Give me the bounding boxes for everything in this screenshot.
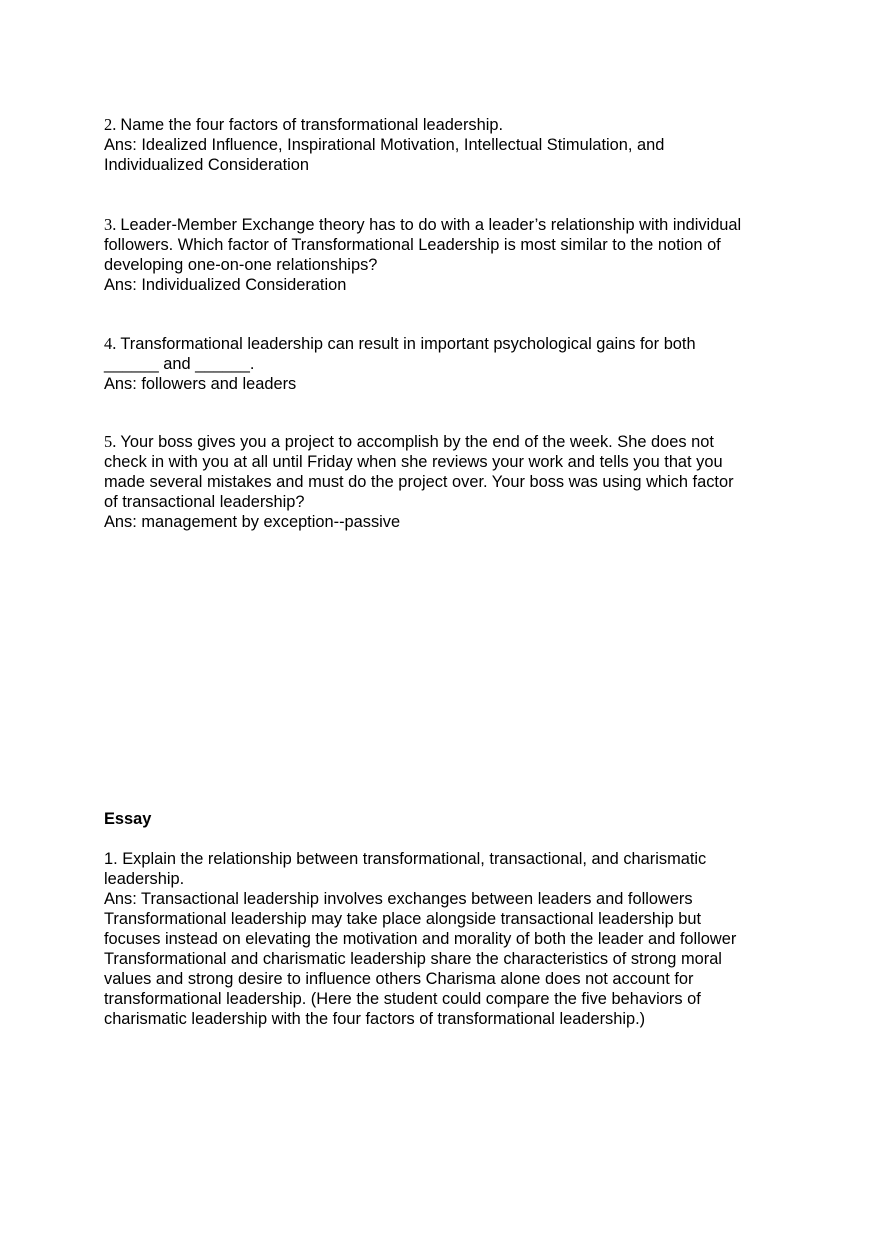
question-text-line: ______ and ______.: [104, 355, 255, 373]
essay-line: values and strong desire to influence others Charisma alone does not account for: [104, 970, 694, 988]
essay-line: leadership.: [104, 870, 185, 888]
answer-line: Individualized Consideration: [104, 156, 310, 174]
question-number: 3: [104, 215, 113, 234]
question-text-line: 2. Name the four factors of transformational leadership.: [104, 115, 504, 134]
answer-line: Ans: Idealized Influence, Inspirational Motivation, Intellectual Stimulation, and: [104, 136, 665, 154]
question-3: [104, 215, 794, 295]
question-text-line: made several mistakes and must do the project over. Your boss was using which factor: [104, 473, 734, 491]
essay-question-1: [104, 849, 794, 1029]
question-number: 5: [104, 432, 113, 451]
question-number: 4: [104, 334, 113, 353]
question-2: [104, 115, 794, 175]
essay-line: Transformational leadership may take place alongside transactional leadership but: [104, 910, 702, 928]
question-text-line: 3. Leader-Member Exchange theory has to do with a leader’s relationship with individual: [104, 215, 742, 234]
answer-line: Ans: management by exception--passive: [104, 513, 401, 531]
essay-line: Transformational and charismatic leadership share the characteristics of strong moral: [104, 950, 722, 968]
answer-line: Ans: Individualized Consideration: [104, 276, 347, 294]
question-text-line: check in with you at all until Friday when she reviews your work and tells you that you: [104, 453, 723, 471]
answer-line: Ans: followers and leaders: [104, 375, 297, 393]
question-text-line: developing one-on-one relationships?: [104, 256, 378, 274]
essay-line: Ans: Transactional leadership involves exchanges between leaders and followers: [104, 890, 693, 908]
essay-heading: Essay: [104, 810, 152, 828]
question-text-line: 5. Your boss gives you a project to accomplish by the end of the week. She does not: [104, 432, 714, 451]
question-4: [104, 334, 794, 394]
essay-line: focuses instead on elevating the motivation and morality of both the leader and follower: [104, 930, 737, 948]
essay-line: transformational leadership. (Here the student could compare the five behaviors of: [104, 990, 701, 1008]
essay-line: charismatic leadership with the four factors of transformational leadership.): [104, 1010, 646, 1028]
question-5: [104, 432, 794, 532]
question-number: 2: [104, 115, 113, 134]
question-text-line: 4. Transformational leadership can result in important psychological gains for both: [104, 334, 696, 353]
essay-line: 1. Explain the relationship between transformational, transactional, and charismatic: [104, 850, 707, 868]
question-text-line: followers. Which factor of Transformational Leadership is most similar to the notion of: [104, 236, 721, 254]
question-text-line: of transactional leadership?: [104, 493, 305, 511]
